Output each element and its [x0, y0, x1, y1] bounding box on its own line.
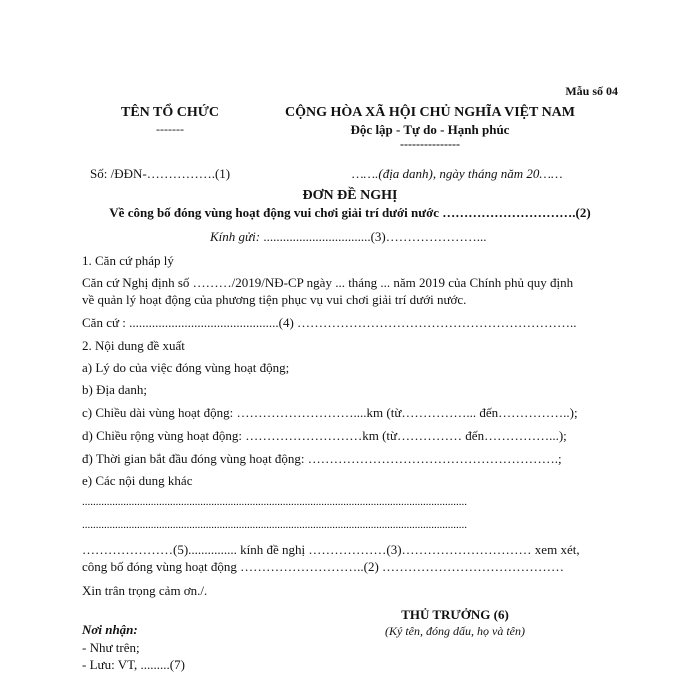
section1-heading: 1. Căn cứ pháp lý [82, 253, 174, 268]
form-number: Mẫu số 04 [565, 84, 618, 98]
proposal-item-d: d) Chiều rộng vùng hoạt động: ………………………km (từ…………… đến……………...); [82, 428, 567, 443]
document-title: ĐƠN ĐỀ NGHỊ [302, 188, 398, 203]
legal-basis-line1: Căn cứ Nghị định số ………/2019/NĐ-CP ngày ... tháng ... năm 2019 của Chính phủ quy định [82, 275, 574, 290]
republic-divider: --------------- [400, 137, 460, 151]
recipient-value: .................................(3)…………………... [260, 229, 487, 244]
recipient-label: Kính gửi: [210, 229, 261, 244]
recipient-line [210, 229, 487, 245]
legal-basis-line2: về quản lý hoạt động của phương tiện phục vụ vui chơi giải trí dưới nước. [82, 292, 467, 307]
organization-divider: ------- [156, 122, 184, 136]
recipients-item: - Như trên; [82, 640, 140, 655]
request-line2: công bố đóng vùng hoạt động ………………………..(2) …………………………………… [82, 559, 565, 574]
dotted-line: ............................................................................................................................................ [82, 496, 467, 508]
proposal-item-e: e) Các nội dung khác [82, 473, 193, 488]
recipients-item: - Lưu: VT, .........(7) [82, 657, 185, 672]
signature-title: THỦ TRƯỞNG (6) [401, 607, 509, 622]
proposal-item-c: c) Chiều dài vùng hoạt động: ………………………....km (từ……………... đến……………..); [82, 405, 578, 420]
republic-motto: Độc lập - Tự do - Hạnh phúc [350, 122, 510, 137]
legal-basis-line3: Căn cứ : ..............................................(4) ……………………………………………………….. [82, 315, 577, 330]
signature-note: (Ký tên, đóng dấu, họ và tên) [385, 624, 525, 638]
place-date: …….(địa danh), ngày tháng năm 20…… [352, 166, 563, 181]
proposal-item-b: b) Địa danh; [82, 382, 147, 397]
organization-name: TÊN TỔ CHỨC [120, 105, 219, 120]
closing-line: Xin trân trọng cảm ơn./. [82, 583, 208, 598]
recipients-label: Nơi nhận: [82, 622, 138, 637]
proposal-item-a: a) Lý do của việc đóng vùng hoạt động; [82, 360, 290, 375]
document-subtitle: Về công bố đóng vùng hoạt động vui chơi giải trí dưới nước ………………………….(2) [109, 205, 591, 220]
document-number: Số: /ĐĐN-…………….(1) [90, 166, 231, 181]
section2-heading: 2. Nội dung đề xuất [82, 338, 185, 353]
request-line1: …………………(5)............... kính đề nghị ………………(3)………………………… xem xét, [82, 542, 580, 557]
republic-title: CỘNG HÒA XÃ HỘI CHỦ NGHĨA VIỆT NAM [284, 105, 575, 120]
dotted-line: ............................................................................................................................................ [82, 519, 467, 531]
proposal-item-dd: đ) Thời gian bắt đầu đóng vùng hoạt động: ………………………………………………….; [82, 451, 562, 466]
